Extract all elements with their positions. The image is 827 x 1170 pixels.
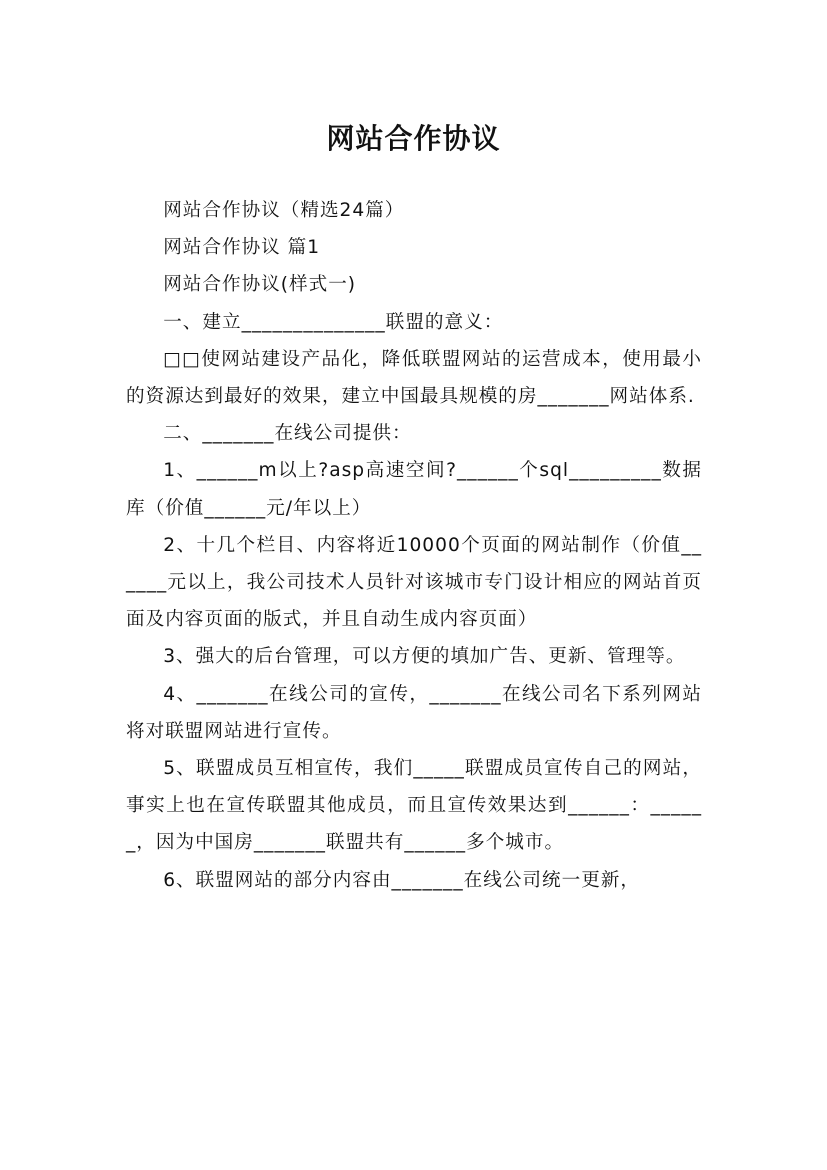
paragraph-point-1: 1、______m以上?asp高速空间?______个sql_________数据库（价值______元/年以上） [126, 460, 702, 519]
paragraph-item-one: 一、建立______________联盟的意义： [163, 311, 504, 333]
document-title: 网站合作协议 [326, 121, 501, 155]
paragraph-point-6: 6、联盟网站的部分内容由_______在线公司统一更新， [163, 869, 640, 891]
paragraph-item-two: 二、_______在线公司提供： [163, 423, 412, 445]
paragraph-section-heading: 网站合作协议 篇1 [163, 237, 321, 259]
paragraph-style-heading: 网站合作协议(样式一) [163, 274, 357, 296]
document-body [126, 192, 702, 899]
paragraph-point-3: 3、强大的后台管理，可以方便的填加广告、更新、管理等。 [163, 646, 686, 668]
paragraph-subtitle: 网站合作协议（精选24篇） [163, 200, 405, 221]
paragraph-point-2: 2、十几个栏目、内容将近10000个页面的网站制作（价值______元以上，我公司技术人员针对该城市专门设计相应的网站首页面及内容页面的版式，并且自动生成内容页面） [126, 534, 702, 631]
paragraph-point-4: 4、_______在线公司的宣传，_______在线公司名下系列网站将对联盟网站进行宣传。 [126, 683, 702, 742]
paragraph-item-one-body: □□使网站建设产品化，降低联盟网站的运营成本，使用最小的资源达到最好的效果，建立中国最具规模的房_______网站体系. [126, 348, 702, 408]
paragraph-point-5: 5、联盟成员互相宣传，我们_____联盟成员宣传自己的网站，事实上也在宣传联盟其他成员，而且宣传效果达到______：______，因为中国房_______联盟共有______多个城市。 [126, 758, 702, 854]
